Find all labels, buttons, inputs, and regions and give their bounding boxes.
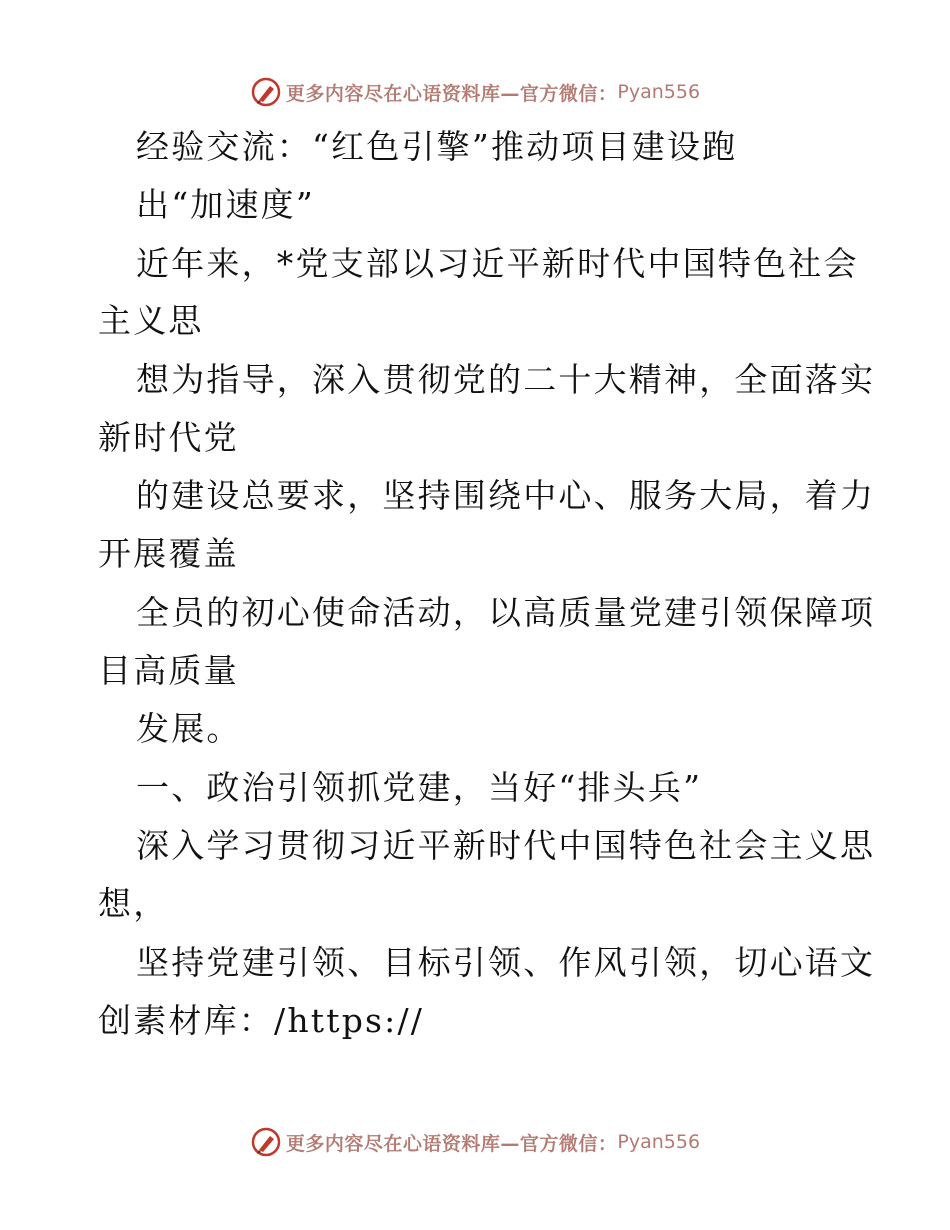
pen-logo-icon bbox=[250, 76, 282, 108]
watermark-footer bbox=[0, 1122, 950, 1162]
doc-paragraph-line: 目高质量 bbox=[98, 651, 239, 690]
watermark-text: 更多内容尽在心语资料库—官方微信： bbox=[285, 1132, 618, 1155]
doc-paragraph-line: 主义思 bbox=[98, 301, 204, 340]
watermark-text: 更多内容尽在心语资料库—官方微信： bbox=[285, 82, 618, 105]
doc-paragraph-line: 创素材库：/https:// bbox=[98, 1001, 425, 1040]
doc-paragraph-line: 近年来，*党支部以习近平新时代中国特色社会 bbox=[136, 244, 859, 283]
doc-paragraph-line: 坚持党建引领、目标引领、作风引领，切心语文 bbox=[136, 943, 876, 982]
doc-title-line-2: 出“加速度” bbox=[136, 185, 315, 224]
watermark-wechat-id: Pyan556 bbox=[617, 81, 701, 103]
doc-paragraph-line: 想为指导，深入贯彻党的二十大精神，全面落实 bbox=[136, 360, 876, 399]
doc-paragraph-line: 的建设总要求，坚持围绕中心、服务大局，着力 bbox=[136, 476, 876, 515]
doc-paragraph-line: 发展。 bbox=[136, 709, 242, 748]
doc-title-line-1: 经验交流：“红色引擎”推动项目建设跑 bbox=[136, 127, 738, 166]
watermark-header bbox=[0, 72, 950, 112]
doc-paragraph-line: 全员的初心使命活动，以高质量党建引领保障项 bbox=[136, 593, 876, 632]
watermark-wechat-id: Pyan556 bbox=[617, 1131, 701, 1153]
pen-logo-icon bbox=[250, 1126, 282, 1158]
doc-paragraph-line: 深入学习贯彻习近平新时代中国特色社会主义思 bbox=[136, 826, 876, 865]
doc-paragraph-line: 想， bbox=[98, 884, 169, 923]
doc-section-heading: 一、政治引领抓党建，当好“排头兵” bbox=[136, 768, 703, 807]
doc-paragraph-line: 新时代党 bbox=[98, 418, 239, 457]
doc-paragraph-line: 开展覆盖 bbox=[98, 534, 239, 573]
